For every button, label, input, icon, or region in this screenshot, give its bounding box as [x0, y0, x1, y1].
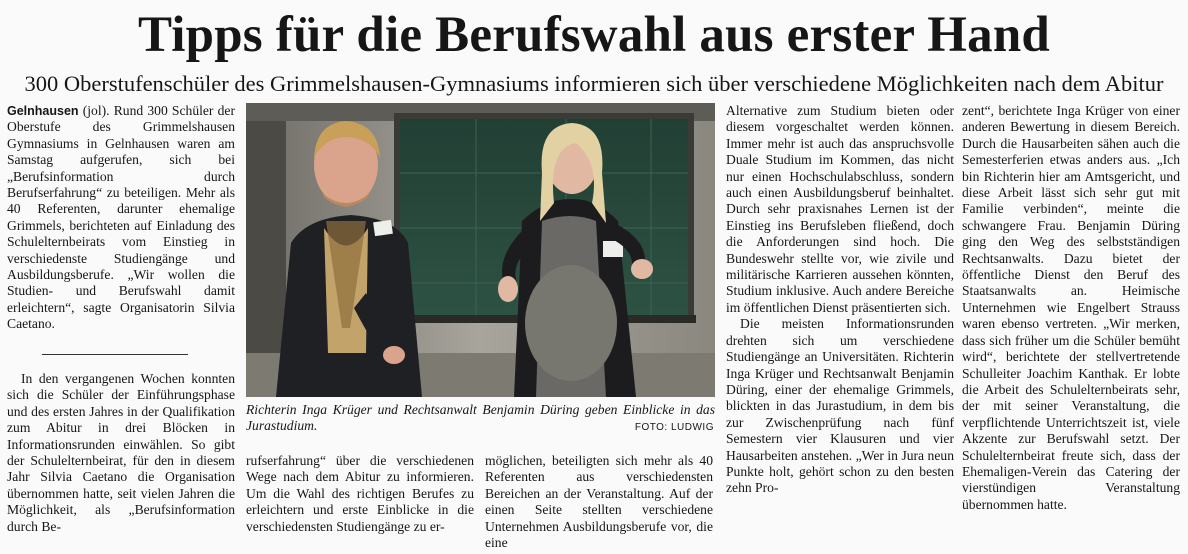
photo-caption: Richterin Inga Krüger und Rechtsanwalt Benjamin Düring geben Einblicke in das Jurastudium. [246, 402, 715, 434]
dateline: Gelnhausen [7, 104, 79, 118]
classroom-photo-illustration [246, 103, 715, 397]
headline: Tipps für die Berufswahl aus erster Hand [138, 7, 1050, 63]
lead-text: (jol). Rund 300 Schüler der Oberstufe des Grimmelshausen Gymnasiums in Gelnhausen waren am Samstag aufgerufen, sich bei „Berufsinformation durch Berufserfahrung“ zu beteiligen. Mehr als 40 Referenten, darunter ehemalige Grimmels, berichteten auf Einladung des Schulelternbeirats vom Einstieg in verschiedenste Studiengänge und Ausbildungsberufe. „Wir wollen die Studien- und Berufswahl damit erleichtern“, sagte Organisatorin Silvia Caetano. [7, 103, 235, 332]
column-1-continued [7, 371, 235, 535]
body-paragraph: rufserfahrung“ über die verschiedenen Wege nach dem Abitur zu informieren. Um die Wahl des richtigen Berufes zu erleichtern und erste Einblicke in die verschiedensten Studiengänge zu er- [246, 453, 474, 534]
column-1 [7, 103, 235, 534]
column-2 [246, 453, 474, 535]
lead-paragraph [7, 103, 235, 333]
photo-credit: FOTO: LUDWIG [634, 422, 714, 433]
article-photo [246, 103, 715, 397]
body-paragraph: Die meisten Informationsrunden drehten sich um verschiedene Studiengänge an Universitäten. Richterin Inga Krüger und Rechtsanwalt Benjamin Düring, einer der ehemalige Grimmels, blickten in das Jurastudium, in dem bis zur Zwischenprüfung nach fünf Semestern vier Klausuren und vier Hausarbeiten anstehen. „Wer in Jura neun Punkte holt, gehört schon zu den besten zehn Pro- [726, 316, 954, 496]
section-divider [42, 354, 188, 355]
body-paragraph: In den vergangenen Wochen konnten sich die Schüler der Einführungsphase und des ersten Jahres in der Qualifikation zum Abitur in drei Blöcken in Informationsrunden einwählen. So gibt der Schulelternbeirat, für den in diesem Jahr Silvia Caetano die Organisation übernommen hatte, seit vielen Jahren die Möglichkeit, als „Berufsinformation durch Be- [7, 371, 235, 534]
body-paragraph: Alternative zum Studium bieten oder diesem vorgeschaltet werden können. Immer mehr ist auch das anspruchsvolle Duale Studium im Kommen, das nicht nur einen Hochschulabschluss, sondern auch einen Ausbildungsberuf beinhaltet. Durch sehr praxisnahes Lernen ist der Einstieg ins Berufsleben fließend, doch die Anforderungen sind hoch. Die Bundeswehr stellte vor, wie zivile und militärische Karrieren aussehen könnten, Studium inklusive. Auch andere Bereiche im öffentlichen Dienst präsentierten sich. [726, 103, 954, 315]
column-5 [962, 103, 1180, 513]
column-3 [485, 453, 713, 551]
body-paragraph: möglichen, beteiligten sich mehr als 40 Referenten aus verschiedensten Bereichen an der Veranstaltung. Auf der einen Seite stellten verschiedene Unternehmen Ausbildungsberufe vor, die eine [485, 453, 713, 551]
subheadline: 300 Oberstufenschüler des Grimmelshausen-Gymnasiums informieren sich über verschiedene Möglichkeiten nach dem Abitur [24, 71, 1164, 96]
body-paragraph: zent“, berichtete Inga Krüger von einer anderen Bewertung in diesem Bereich. Durch die Hausarbeiten sähen auch die Semesterferien etwas anders aus. „Ich bin Richterin hier am Amtsgericht, und diese Arbeit lässt sich sehr gut mit Familie verbinden“, meinte die schwangere Frau. Benjamin Düring ging den Weg des selbstständigen Rechtsanwalts. Dazu bietet der öffentliche Dienst den Beruf des Staatsanwalts an. Heimische Unternehmen wie Engelbert Strauss waren ebenso vertreten. „Wir merken, dass sich früher um die Schüler bemüht wird“, berichtete der stellvertretende Schulleiter Joachim Kanthak. Er lobte die Arbeit des Schulelternbeirats sehr, der mit seiner Veranstaltung, die verpflichtende Unterrichtszeit ist, viele Akzente zur Berufswahl setzt. Der Schulelternbeirat freute sich, dass der Ehemaligen-Verein das Catering der vierstündigen Veranstaltung übernommen hatte. [962, 103, 1180, 512]
column-4 [726, 103, 954, 497]
